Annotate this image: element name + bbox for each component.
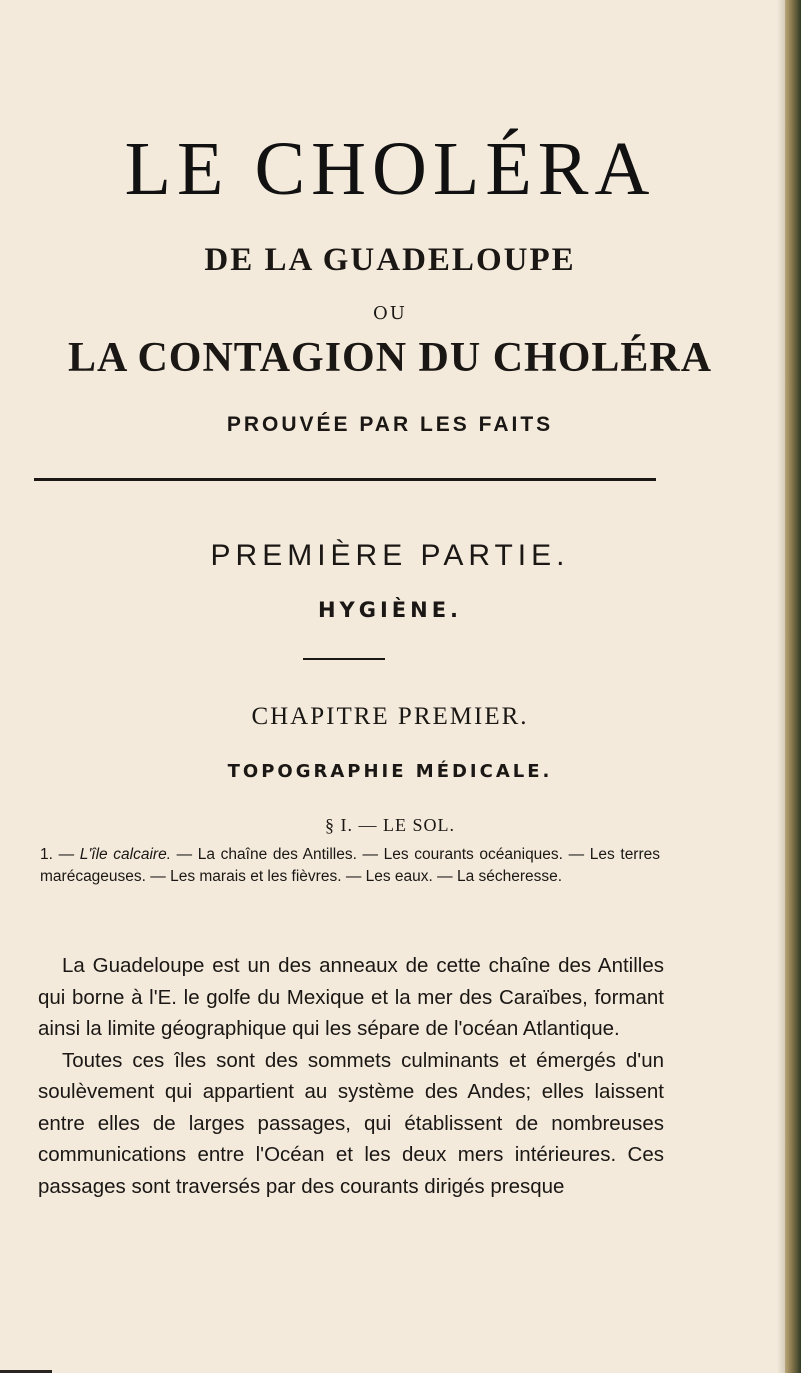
part-subheading: HYGIÈNE. — [317, 598, 463, 622]
title-divider — [34, 478, 656, 481]
subtitle-contagion: LA CONTAGION DU CHOLÉRA — [67, 335, 713, 381]
subtitle-guadeloupe: DE LA GUADELOUPE — [204, 242, 576, 278]
section-heading: § I. — LE SOL. — [325, 815, 455, 835]
summary-italic: L'île calcaire. — [79, 846, 172, 863]
page-edge-shadow — [777, 0, 785, 1373]
section-summary — [40, 844, 660, 888]
subtitle-or: OU — [373, 303, 407, 324]
chapter-heading: CHAPITRE PREMIER. — [251, 703, 529, 730]
chapter-title: TOPOGRAPHIE MÉDICALE. — [227, 761, 553, 782]
body-paragraph: Toutes ces îles sont des sommets culminants et émergés d'un soulèvement qui appartient au système des Andes; elles laissent entre elles de larges passages, qui établissent de nombreuses communications entre l'Océan et les deux mers intérieures. Ces passages sont traversés par des courants dirigés presque — [38, 1048, 664, 1198]
book-spine-edge — [785, 0, 801, 1373]
part-heading: PREMIÈRE PARTIE. — [210, 539, 570, 572]
body-paragraph: La Guadeloupe est un des anneaux de cette chaîne des Antilles qui borne à l'E. le golfe du Mexique et la mer des Caraïbes, formant ainsi la limite géographique qui les sépare de l'océan Atlantique. — [38, 954, 664, 1040]
summary-topics: — La chaîne des Antilles. — Les courants océaniques. — Les terres marécageuses. — Les marais et les fièvres. — Les eaux. — La sécheresse. — [40, 846, 661, 885]
main-title: LE CHOLÉRA — [124, 127, 656, 211]
subtitle-proof-line: PROUVÉE PAR LES FAITS — [226, 413, 554, 436]
body-text — [38, 950, 664, 1202]
section-divider — [303, 658, 385, 660]
summary-number: 1. — — [40, 846, 75, 863]
